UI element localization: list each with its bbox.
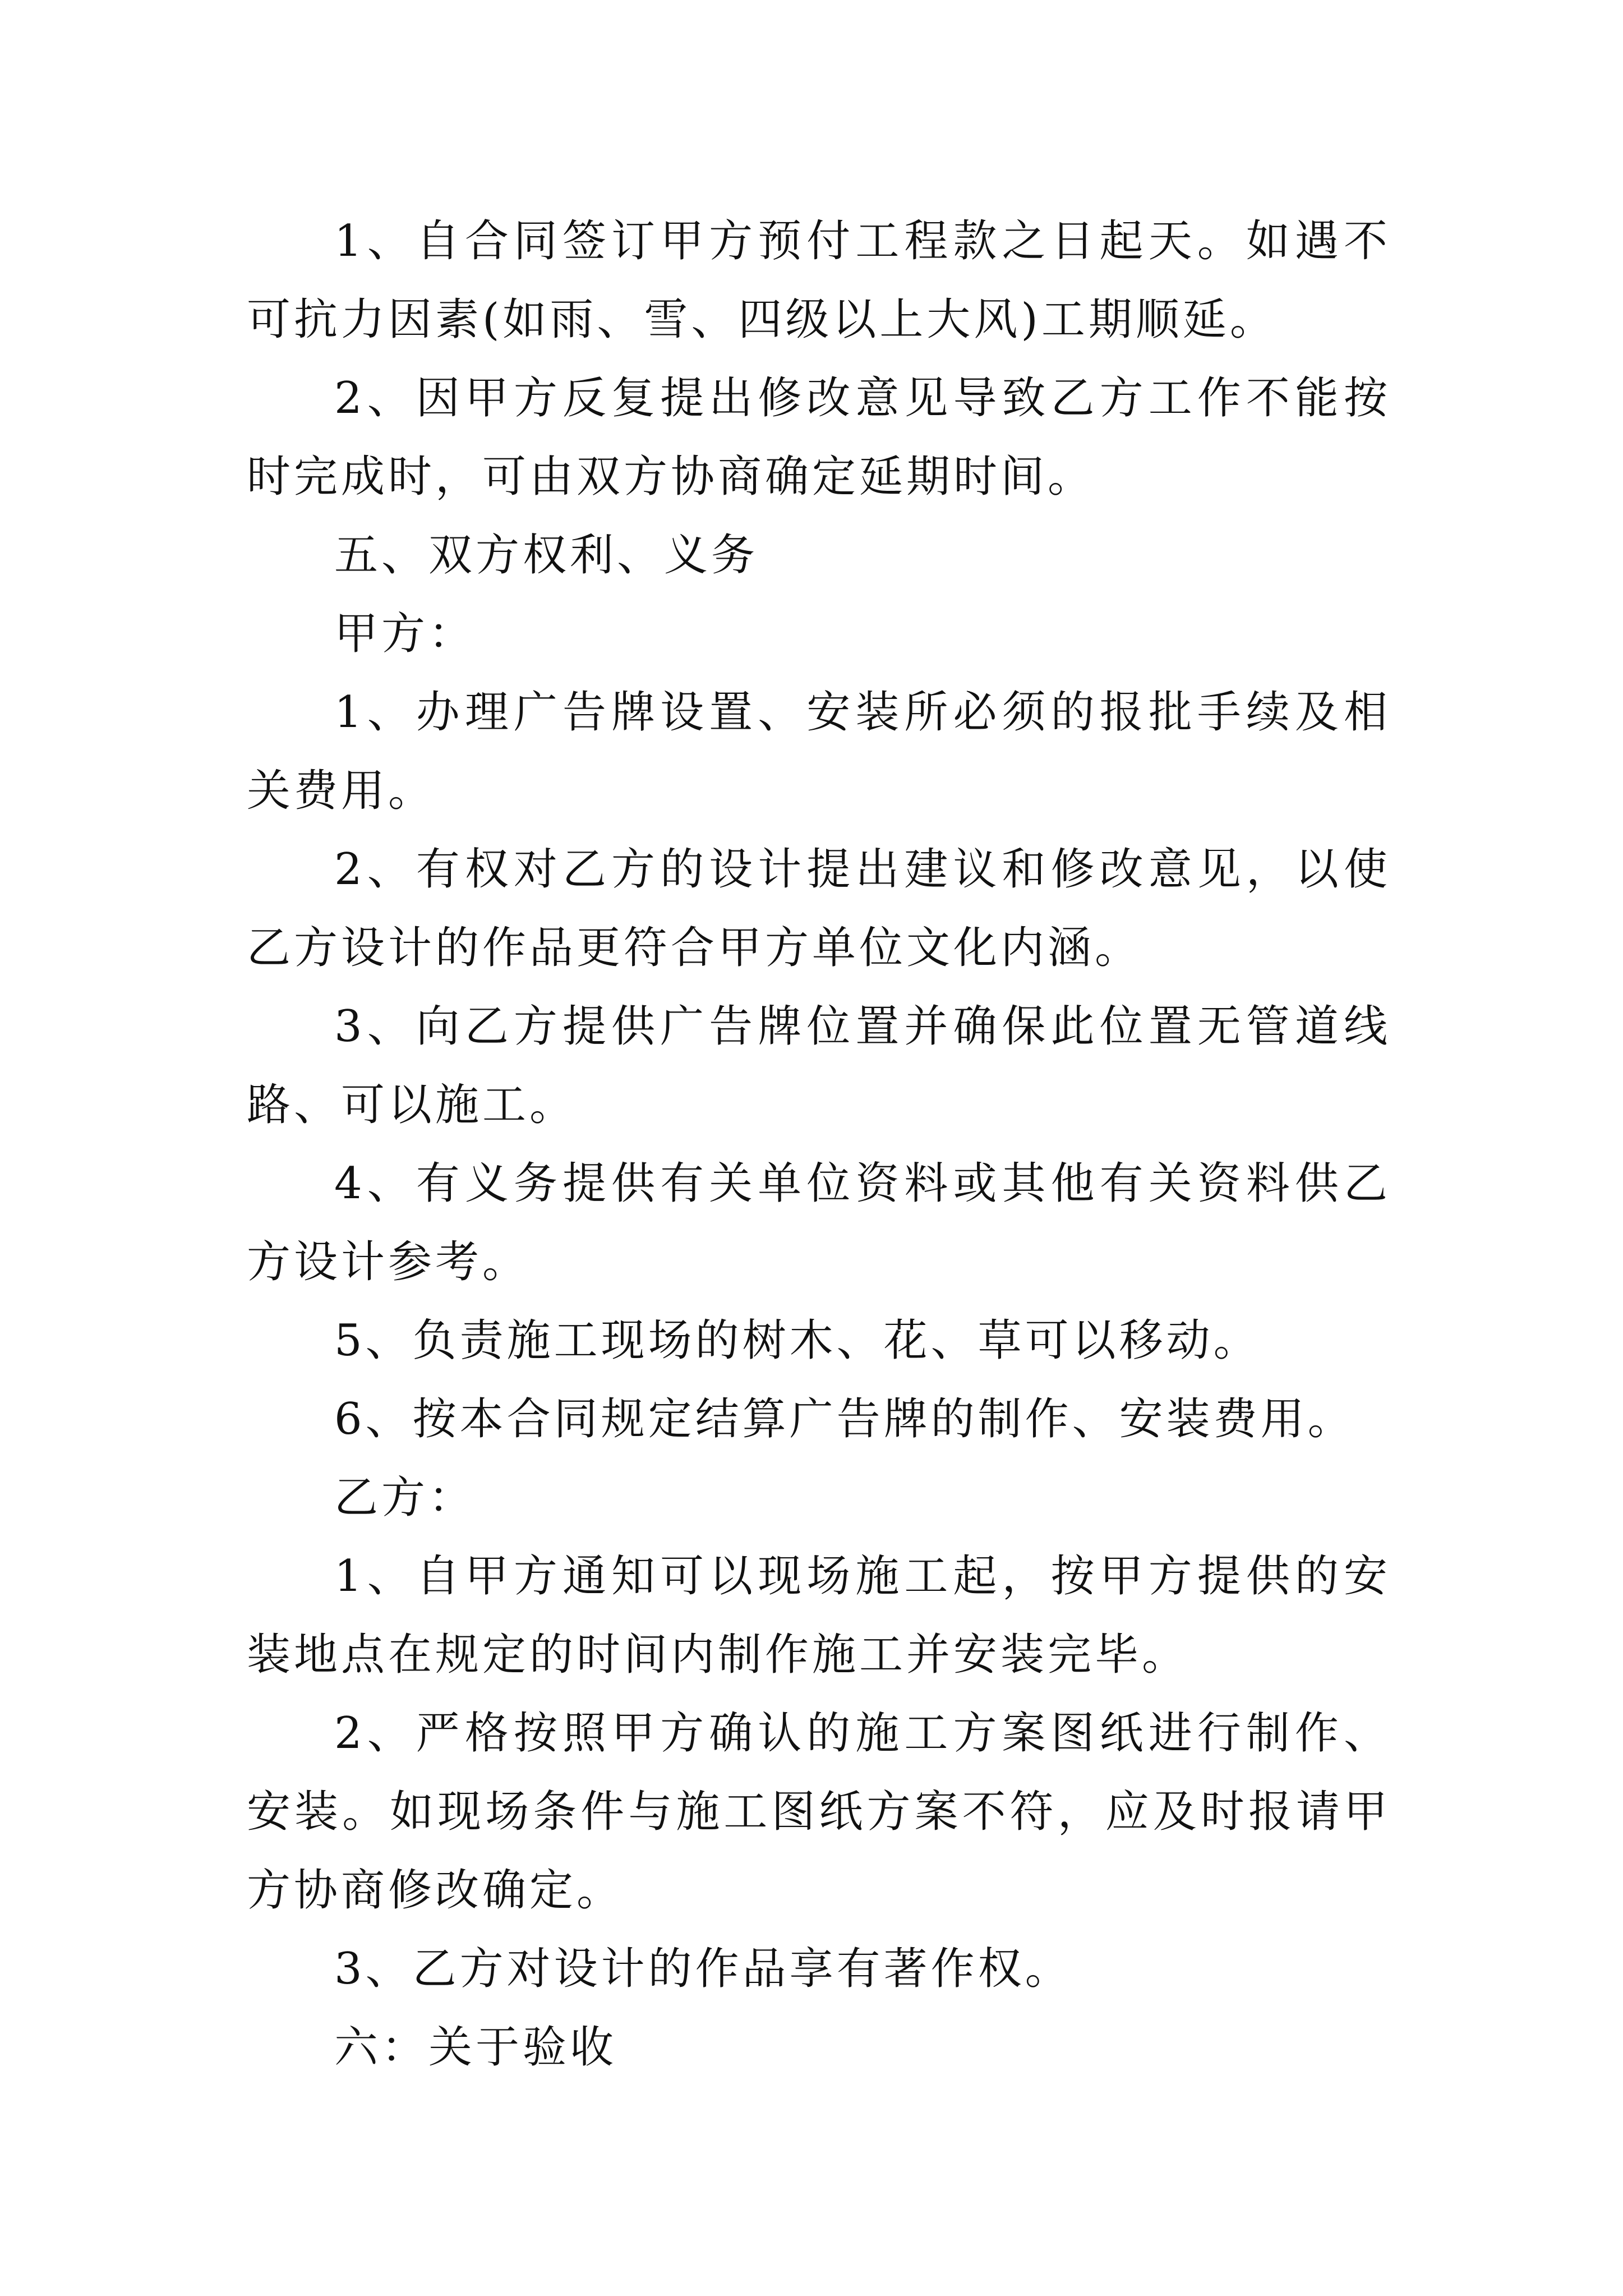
party-a-item-5: 5、负责施工现场的树木、花、草可以移动。 [334,1315,1261,1366]
party-b-item-3: 3、乙方对设计的作品享有著作权。 [334,1944,1072,1994]
section-heading-rights-obligations: 五、双方权利、义务 [334,530,759,581]
party-b-item-2: 2、严格按照甲方确认的施工方案图纸进行制作、安装。如现场条件与施工图纸方案不符，应及时报请甲方协商修改确定。 [247,1708,1391,1916]
party-a-item-3: 3、向乙方提供广告牌位置并确保此位置无管道线路、可以施工。 [247,1001,1391,1130]
document-body [247,202,1391,2087]
paragraph-schedule-2: 2、因甲方反复提出修改意见导致乙方工作不能按时完成时，可由双方协商确定延期时间。 [247,373,1391,502]
section-heading-acceptance: 六：关于验收 [334,2022,617,2073]
party-a-item-6: 6、按本合同规定结算广告牌的制作、安装费用。 [334,1394,1355,1444]
party-a-heading: 甲方： [334,609,476,659]
party-b-item-1: 1、自甲方通知可以现场施工起，按甲方提供的安装地点在规定的时间内制作施工并安装完毕。 [247,1551,1391,1680]
paragraph-schedule-1: 1、自合同签订甲方预付工程款之日起天。如遇不可抗力因素(如雨、雪、四级以上大风)工期顺延。 [247,216,1391,345]
party-b-heading: 乙方： [334,1473,476,1523]
party-a-item-4: 4、有义务提供有关单位资料或其他有关资料供乙方设计参考。 [247,1158,1391,1287]
party-a-item-2: 2、有权对乙方的设计提出建议和修改意见，以使乙方设计的作品更符合甲方单位文化内涵。 [247,844,1391,973]
party-a-item-1: 1、办理广告牌设置、安装所必须的报批手续及相关费用。 [247,687,1391,816]
